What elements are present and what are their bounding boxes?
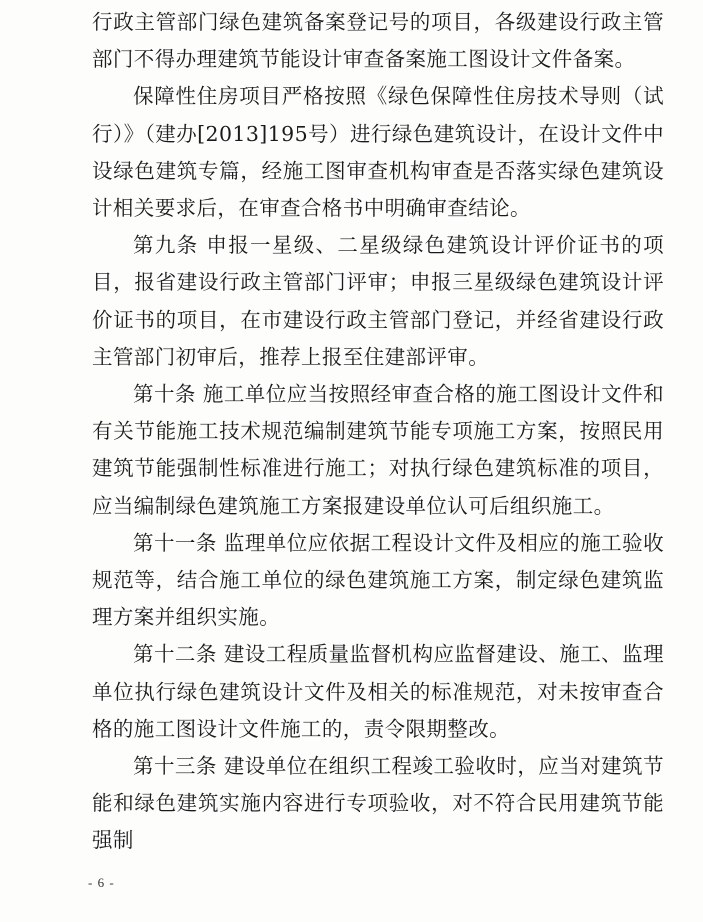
paragraph-article-13: 第十三条 建设单位在组织工程竣工验收时，应当对建筑节能和绿色建筑实施内容进行专项验收，对不符合民用建筑节能强制 bbox=[92, 754, 664, 853]
paragraph-article-12: 第十二条 建设工程质量监督机构应监督建设、施工、监理单位执行绿色建筑设计文件及相关的标准规范，对未按审查合格的施工图设计文件施工的，责令限期整改。 bbox=[92, 642, 664, 741]
document-body bbox=[92, 4, 664, 860]
paragraph-article-9: 第九条 申报一星级、二星级绿色建筑设计评价证书的项目，报省建设行政主管部门评审；申报三星级绿色建筑设计评价证书的项目，在市建设行政主管部门登记，并经省建设行政主管部门初审后，推荐上报至住建部评审。 bbox=[92, 233, 664, 369]
paragraph-article-10: 第十条 施工单位应当按照经审查合格的施工图设计文件和有关节能施工技术规范编制建筑节能专项施工方案，按照民用建筑节能强制性标准进行施工；对执行绿色建筑标准的项目，应当编制绿色建筑施工方案报建设单位认可后组织施工。 bbox=[92, 382, 664, 518]
paragraph-article-11: 第十一条 监理单位应依据工程设计文件及相应的施工验收规范等，结合施工单位的绿色建筑施工方案，制定绿色建筑监理方案并组织实施。 bbox=[92, 530, 664, 630]
page-number: - 6 - bbox=[88, 875, 115, 890]
paragraph-continued: 行政主管部门绿色建筑备案登记号的项目，各级建设行政主管部门不得办理建筑节能设计审查备案施工图设计文件备案。 bbox=[92, 10, 664, 72]
paragraph-affordable-housing: 保障性住房项目严格按照《绿色保障性住房技术导则（试行）》（建办[2013]195号）进行绿色建筑设计，在设计文件中设绿色建筑专篇，经施工图审查机构审查是否落实绿色建筑设计相关要求后，在审查合格书中明确审查结论。 bbox=[92, 84, 664, 221]
